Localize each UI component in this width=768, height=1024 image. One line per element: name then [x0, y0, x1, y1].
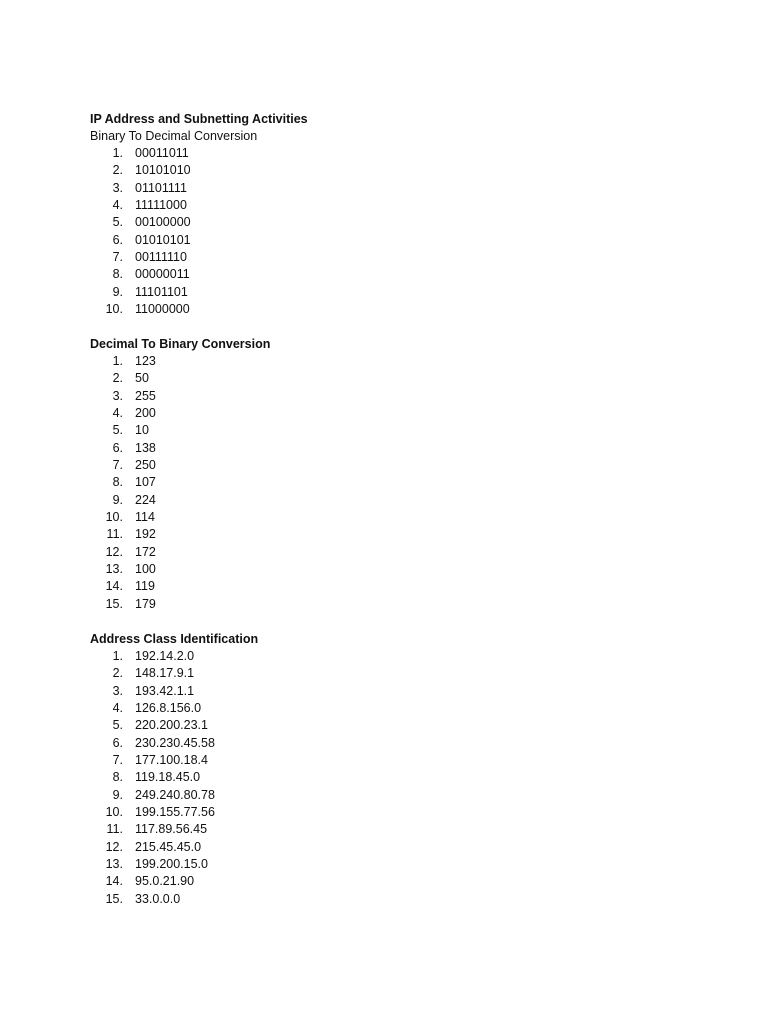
list-item: [90, 665, 258, 682]
list-item: [90, 769, 258, 786]
list-item: [90, 145, 308, 162]
item-number: 12.: [105, 544, 123, 559]
list-item: [90, 526, 270, 543]
section-heading: Address Class Identification: [90, 632, 259, 646]
item-number: 5.: [112, 215, 123, 230]
item-number: 14.: [105, 579, 123, 594]
item-value: 10101010: [135, 163, 191, 178]
item-number: 10.: [105, 510, 123, 525]
item-value: 11111000: [135, 198, 187, 213]
list-item: [90, 561, 270, 578]
item-number: 4.: [112, 406, 123, 421]
item-value: 50: [135, 371, 149, 386]
item-number: 5.: [112, 718, 123, 733]
item-value: 119: [135, 579, 155, 594]
item-number: 7.: [112, 250, 123, 265]
list-item: [90, 162, 308, 179]
item-number: 4.: [112, 198, 123, 213]
item-number: 15.: [105, 596, 123, 611]
item-number: 9.: [112, 492, 123, 507]
list-item: [90, 873, 258, 890]
section-heading: Decimal To Binary Conversion: [90, 337, 271, 351]
item-value: 114: [135, 510, 155, 525]
list-item: [90, 214, 308, 231]
item-number: 6.: [112, 440, 123, 455]
item-value: 220.200.23.1: [135, 718, 208, 733]
list-item: [90, 405, 270, 422]
item-number: 13.: [105, 562, 123, 577]
list-item: [90, 301, 308, 318]
item-value: 192.14.2.0: [135, 649, 195, 663]
list-item: [90, 509, 270, 526]
item-value: 199.200.15.0: [135, 857, 208, 872]
list-item: [90, 249, 308, 266]
list-item: [90, 787, 258, 804]
list-item: [90, 266, 308, 283]
item-value: 95.0.21.90: [135, 874, 195, 889]
item-value: 200: [135, 406, 156, 421]
item-value: 193.42.1.1: [135, 683, 195, 698]
list-item: [90, 839, 258, 856]
list-item: [90, 544, 270, 561]
list-item: [90, 457, 270, 474]
item-value: 107: [135, 475, 156, 490]
item-value: 33.0.0.0: [135, 891, 181, 906]
item-number: 3.: [112, 180, 123, 195]
list-item: [90, 735, 258, 752]
item-value: 250: [135, 458, 156, 473]
item-value: 148.17.9.1: [135, 666, 195, 681]
item-number: 11.: [106, 822, 123, 837]
item-value: 249.240.80.78: [135, 787, 215, 802]
item-number: 1.: [112, 649, 123, 663]
list-item: [90, 197, 308, 214]
list-item: [90, 180, 308, 197]
item-value: 230.230.45.58: [135, 735, 215, 750]
item-number: 12.: [105, 839, 123, 854]
item-number: 1.: [112, 354, 123, 368]
item-value: 199.155.77.56: [135, 805, 215, 820]
item-value: 00111110: [135, 250, 187, 265]
list-item: [90, 422, 270, 439]
item-value: 00100000: [135, 215, 191, 230]
item-number: 7.: [112, 753, 123, 768]
list-item: [90, 891, 258, 908]
item-value: 192: [135, 527, 156, 542]
item-value: 255: [135, 388, 156, 403]
section-heading: Binary To Decimal Conversion: [90, 129, 258, 143]
list-item: [90, 596, 270, 613]
list-item: [90, 284, 308, 301]
item-number: 4.: [112, 701, 123, 716]
item-number: 2.: [112, 163, 123, 178]
list-item: [90, 821, 258, 838]
list-item: [90, 700, 258, 717]
item-number: 8.: [112, 770, 123, 785]
item-number: 5.: [112, 423, 123, 438]
item-number: 10.: [105, 805, 123, 820]
item-number: 6.: [112, 232, 123, 247]
document-title: IP Address and Subnetting Activities: [90, 112, 308, 126]
list-item: [90, 440, 270, 457]
item-number: 13.: [105, 857, 123, 872]
item-value: 117.89.56.45: [135, 822, 208, 837]
item-number: 3.: [112, 683, 123, 698]
item-number: 14.: [105, 874, 123, 889]
item-number: 10.: [105, 302, 123, 317]
item-number: 9.: [112, 284, 123, 299]
item-number: 1.: [112, 146, 123, 160]
item-value: 00000011: [135, 267, 190, 282]
item-value: 119.18.45.0: [135, 770, 201, 785]
item-list: [90, 353, 270, 613]
item-value: 00011011: [135, 146, 189, 160]
section-binary-to-decimal: [90, 110, 308, 318]
list-item: [90, 370, 270, 387]
item-list: [90, 145, 308, 318]
item-number: 2.: [112, 371, 123, 386]
list-item: [90, 232, 308, 249]
list-item: [90, 752, 258, 769]
list-item: [90, 492, 270, 509]
list-item: [90, 388, 270, 405]
item-value: 179: [135, 596, 156, 611]
item-number: 2.: [112, 666, 123, 681]
item-value: 123: [135, 354, 156, 368]
item-value: 215.45.45.0: [135, 839, 202, 854]
section-address-class-identification: [90, 631, 258, 908]
list-item: [90, 856, 258, 873]
item-value: 172: [135, 544, 156, 559]
item-number: 6.: [112, 735, 123, 750]
item-value: 01101111: [135, 180, 187, 195]
list-item: [90, 804, 258, 821]
item-number: 3.: [112, 388, 123, 403]
item-value: 11000000: [135, 302, 190, 317]
list-item: [90, 578, 270, 595]
list-item: [90, 648, 258, 665]
list-item: [90, 353, 270, 370]
section-decimal-to-binary: [90, 336, 270, 613]
item-value: 224: [135, 492, 156, 507]
item-number: 7.: [112, 458, 123, 473]
item-number: 8.: [112, 475, 123, 490]
item-value: 126.8.156.0: [135, 701, 202, 716]
item-value: 11101101: [135, 284, 188, 299]
item-value: 10: [135, 423, 149, 438]
item-number: 11.: [106, 527, 123, 542]
item-number: 9.: [112, 787, 123, 802]
item-number: 15.: [105, 891, 123, 906]
item-number: 8.: [112, 267, 123, 282]
item-value: 177.100.18.4: [135, 753, 208, 768]
item-list: [90, 648, 258, 908]
list-item: [90, 474, 270, 491]
item-value: 100: [135, 562, 156, 577]
item-value: 138: [135, 440, 156, 455]
item-value: 01010101: [135, 232, 191, 247]
list-item: [90, 717, 258, 734]
list-item: [90, 683, 258, 700]
